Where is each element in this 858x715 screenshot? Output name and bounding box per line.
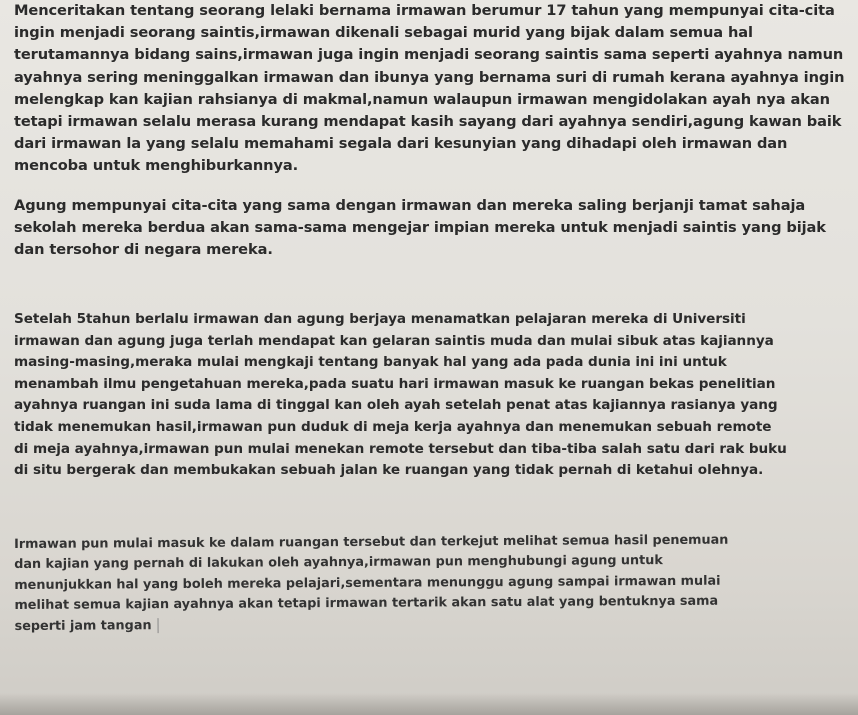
text-cursor [158,618,159,633]
text-line: Irmawan pun mulai masuk ke dalam ruangan tersebut dan terkejut melihat semua hasil penemuan [14,532,729,552]
text-line: di meja ayahnya,irmawan pun mulai menekan remote tersebut dan tiba-tiba salah satu dari rak buku [14,440,787,457]
text-line: sekolah mereka berdua akan sama-sama mengejar impian mereka untuk menjadi saintis yang bijak [14,219,826,237]
text-line: di situ bergerak dan membukakan sebuah jalan ke ruangan yang tidak pernah di ketahui olehnya. [14,462,764,479]
paragraph-3 [14,309,844,482]
text-line: tidak menemukan hasil,irmawan pun duduk di meja kerja ayahnya dan menemukan sebuah remote [14,418,772,435]
paragraph-2 [14,195,844,262]
paragraph-1 [14,0,844,178]
paragraph-4 [14,530,845,637]
text-line-content: seperti jam tangan [14,617,152,634]
text-line: ingin menjadi seorang saintis,irmawan dikenali sebagai murid yang bijak dalam semua hal [14,24,753,42]
text-line: melengkap kan kajian rahsianya di makmal,namun walaupun irmawan mengidolakan ayah nya akan [14,90,830,108]
text-line: melihat semua kajian ayahnya akan tetapi irmawan tertarik akan satu alat yang bentuknya sama [14,593,719,614]
text-line: dan kajian yang pernah di lakukan oleh ayahnya,irmawan pun menghubungi agung untuk [14,553,663,573]
text-line: Agung mempunyai cita-cita yang sama dengan irmawan dan mereka saling berjanji tamat sahaja [14,197,806,214]
text-line: terutamannya bidang sains,irmawan juga ingin menjadi seorang saintis sama seperti ayahnya namun [14,46,844,64]
text-line: menambah ilmu pengetahuan mereka,pada suatu hari irmawan masuk ke ruangan bekas penelitian [14,375,776,392]
text-line: tetapi irmawan selalu merasa kurang mendapat kasih sayang dari ayahnya sendiri,agung kawan baik [14,113,842,131]
text-line: irmawan dan agung juga terlah mendapat kan gelaran saintis muda dan mulai sibuk atas kajiannya [14,332,774,349]
text-line: Menceritakan tentang seorang lelaki bernama irmawan berumur 17 tahun yang mempunyai cita-cita [14,2,835,19]
text-line: masing-masing,meraka mulai mengkaji tentang banyak hal yang ada pada dunia ini ini untuk [14,354,727,371]
text-line: Setelah 5tahun berlalu irmawan dan agung berjaya menamatkan pelajaran mereka di Universiti [14,311,746,327]
text-line: dan tersohor di negara mereka. [14,241,273,259]
text-line: menunjukkan hal yang boleh mereka pelajari,sementara menunggu agung sampai irmawan mulai [14,573,721,593]
text-line-last [14,612,844,637]
text-line: dari irmawan la yang selalu memahami segala dari kesunyian yang dihadapi oleh irmawan dan [14,135,788,153]
text-line: mencoba untuk menghiburkannya. [14,157,299,175]
text-line: ayahnya sering meninggalkan irmawan dan ibunya yang bernama suri di rumah kerana ayahnya ingin [14,68,845,86]
text-line: ayahnya ruangan ini suda lama di tinggal kan oleh ayah setelah penat atas kajiannya rasianya yang [14,397,778,414]
